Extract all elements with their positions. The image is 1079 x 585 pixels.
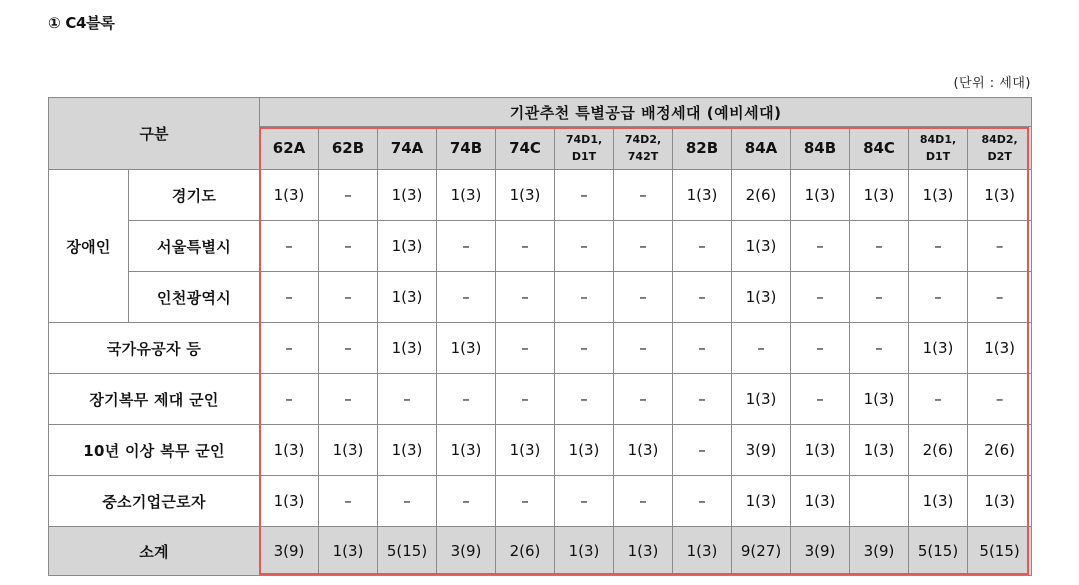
table-row [49, 221, 1032, 272]
table-cell: – [909, 272, 968, 323]
table-cell: – [319, 374, 378, 425]
table-cell: – [673, 323, 732, 374]
total-cell: 1(3) [614, 527, 673, 576]
table-cell: – [614, 323, 673, 374]
table-cell: – [260, 272, 319, 323]
table-cell: – [673, 221, 732, 272]
table-cell: 2(6) [732, 170, 791, 221]
table-cell: – [850, 323, 909, 374]
column-header: 74A [378, 127, 437, 170]
table-cell: 1(3) [791, 170, 850, 221]
table-cell: – [968, 221, 1032, 272]
table-cell: 1(3) [909, 170, 968, 221]
total-label: 소계 [49, 527, 260, 576]
table-cell: – [496, 221, 555, 272]
total-cell: 5(15) [378, 527, 437, 576]
table-cell: 1(3) [378, 323, 437, 374]
table-cell: – [260, 374, 319, 425]
column-header: 82B [673, 127, 732, 170]
table-cell: – [614, 272, 673, 323]
table-cell: – [319, 221, 378, 272]
table-cell: – [555, 476, 614, 527]
table-row [49, 476, 1032, 527]
table-cell: 1(3) [378, 221, 437, 272]
column-header: 62A [260, 127, 319, 170]
row-label: 경기도 [129, 170, 260, 221]
table-cell: – [791, 374, 850, 425]
table-row [49, 170, 1032, 221]
column-header: 74B [437, 127, 496, 170]
table-cell: – [437, 272, 496, 323]
total-row [49, 527, 1032, 576]
table-cell: 1(3) [260, 425, 319, 476]
table-cell: 1(3) [496, 170, 555, 221]
table-cell: 1(3) [260, 476, 319, 527]
table-cell: – [614, 221, 673, 272]
table-cell: – [791, 272, 850, 323]
table-cell: 1(3) [319, 425, 378, 476]
column-header: 84C [850, 127, 909, 170]
table-cell: – [437, 476, 496, 527]
row-label: 중소기업근로자 [49, 476, 260, 527]
column-header: 74D1, D1T [555, 127, 614, 170]
row-label: 장기복무 제대 군인 [49, 374, 260, 425]
table-cell: 1(3) [850, 374, 909, 425]
table-cell: 1(3) [378, 425, 437, 476]
table-cell: 1(3) [968, 323, 1032, 374]
allocation-table [48, 97, 1032, 576]
table-cell: 1(3) [673, 170, 732, 221]
table-cell: – [909, 221, 968, 272]
group-header: 기관추천 특별공급 배정세대 (예비세대) [260, 98, 1032, 127]
table-cell: – [968, 374, 1032, 425]
total-cell: 1(3) [319, 527, 378, 576]
table-cell: 2(6) [909, 425, 968, 476]
total-cell: 3(9) [260, 527, 319, 576]
table-cell: 1(3) [614, 425, 673, 476]
total-cell: 9(27) [732, 527, 791, 576]
total-cell: 3(9) [850, 527, 909, 576]
table-cell: – [791, 221, 850, 272]
table-cell: – [673, 425, 732, 476]
section-heading: ① C4블록 [48, 14, 115, 32]
table-cell: – [319, 476, 378, 527]
table-cell: 1(3) [437, 425, 496, 476]
table-cell: 1(3) [850, 170, 909, 221]
table-cell: – [791, 323, 850, 374]
table-cell: 1(3) [909, 476, 968, 527]
total-cell: 1(3) [673, 527, 732, 576]
column-header: 74D2, 742T [614, 127, 673, 170]
table-cell: 1(3) [791, 476, 850, 527]
table-cell: – [555, 170, 614, 221]
table-cell: 1(3) [850, 425, 909, 476]
column-header: 84B [791, 127, 850, 170]
category-header: 구분 [49, 98, 260, 170]
table-cell: – [319, 323, 378, 374]
column-header: 74C [496, 127, 555, 170]
table-cell: 1(3) [437, 170, 496, 221]
table-cell: – [732, 323, 791, 374]
table-cell: – [378, 374, 437, 425]
total-cell: 1(3) [555, 527, 614, 576]
table-cell: 1(3) [496, 425, 555, 476]
footnote-cutoff [60, 578, 1020, 585]
table-cell: – [614, 170, 673, 221]
table-cell: – [850, 221, 909, 272]
row-label: 국가유공자 등 [49, 323, 260, 374]
table-cell: – [260, 221, 319, 272]
table-cell: – [555, 221, 614, 272]
column-header: 62B [319, 127, 378, 170]
table-cell: – [673, 476, 732, 527]
table-cell: – [496, 323, 555, 374]
table-cell: 1(3) [437, 323, 496, 374]
row-label: 10년 이상 복무 군인 [49, 425, 260, 476]
table-row [49, 272, 1032, 323]
table-cell [850, 476, 909, 527]
table-cell: – [850, 272, 909, 323]
table-cell: 1(3) [555, 425, 614, 476]
column-header: 84D1, D1T [909, 127, 968, 170]
table-cell: – [437, 374, 496, 425]
table-cell: 1(3) [260, 170, 319, 221]
table-cell: 1(3) [732, 272, 791, 323]
table-cell: – [496, 374, 555, 425]
table-cell: 3(9) [732, 425, 791, 476]
table-cell: – [378, 476, 437, 527]
table-cell: 1(3) [378, 170, 437, 221]
table-cell: – [319, 272, 378, 323]
unit-note: (단위 : 세대) [953, 76, 1031, 91]
total-cell: 5(15) [909, 527, 968, 576]
table-cell: – [673, 272, 732, 323]
table-cell: – [555, 374, 614, 425]
table-cell: 1(3) [968, 476, 1032, 527]
row-label: 서울특별시 [129, 221, 260, 272]
column-header: 84D2, D2T [968, 127, 1032, 170]
table-row [49, 374, 1032, 425]
table-cell: – [437, 221, 496, 272]
table-cell: 1(3) [732, 476, 791, 527]
table-cell: – [260, 323, 319, 374]
table-cell: 1(3) [909, 323, 968, 374]
table-cell: – [496, 272, 555, 323]
table-cell: 1(3) [732, 221, 791, 272]
total-cell: 3(9) [437, 527, 496, 576]
column-header: 84A [732, 127, 791, 170]
table-cell: 1(3) [378, 272, 437, 323]
table-cell: 1(3) [968, 170, 1032, 221]
table-cell: 1(3) [791, 425, 850, 476]
table-cell: 2(6) [968, 425, 1032, 476]
table-cell: 1(3) [732, 374, 791, 425]
table-cell: – [555, 272, 614, 323]
table-cell: – [319, 170, 378, 221]
table-cell: – [968, 272, 1032, 323]
table-cell: – [614, 374, 673, 425]
table-cell: – [673, 374, 732, 425]
table-row [49, 323, 1032, 374]
total-cell: 3(9) [791, 527, 850, 576]
row-label: 인천광역시 [129, 272, 260, 323]
total-cell: 2(6) [496, 527, 555, 576]
table-cell: – [614, 476, 673, 527]
row-group-label: 장애인 [49, 170, 129, 323]
total-cell: 5(15) [968, 527, 1032, 576]
table-row [49, 425, 1032, 476]
table-cell: – [496, 476, 555, 527]
table-cell: – [555, 323, 614, 374]
table-cell: – [909, 374, 968, 425]
